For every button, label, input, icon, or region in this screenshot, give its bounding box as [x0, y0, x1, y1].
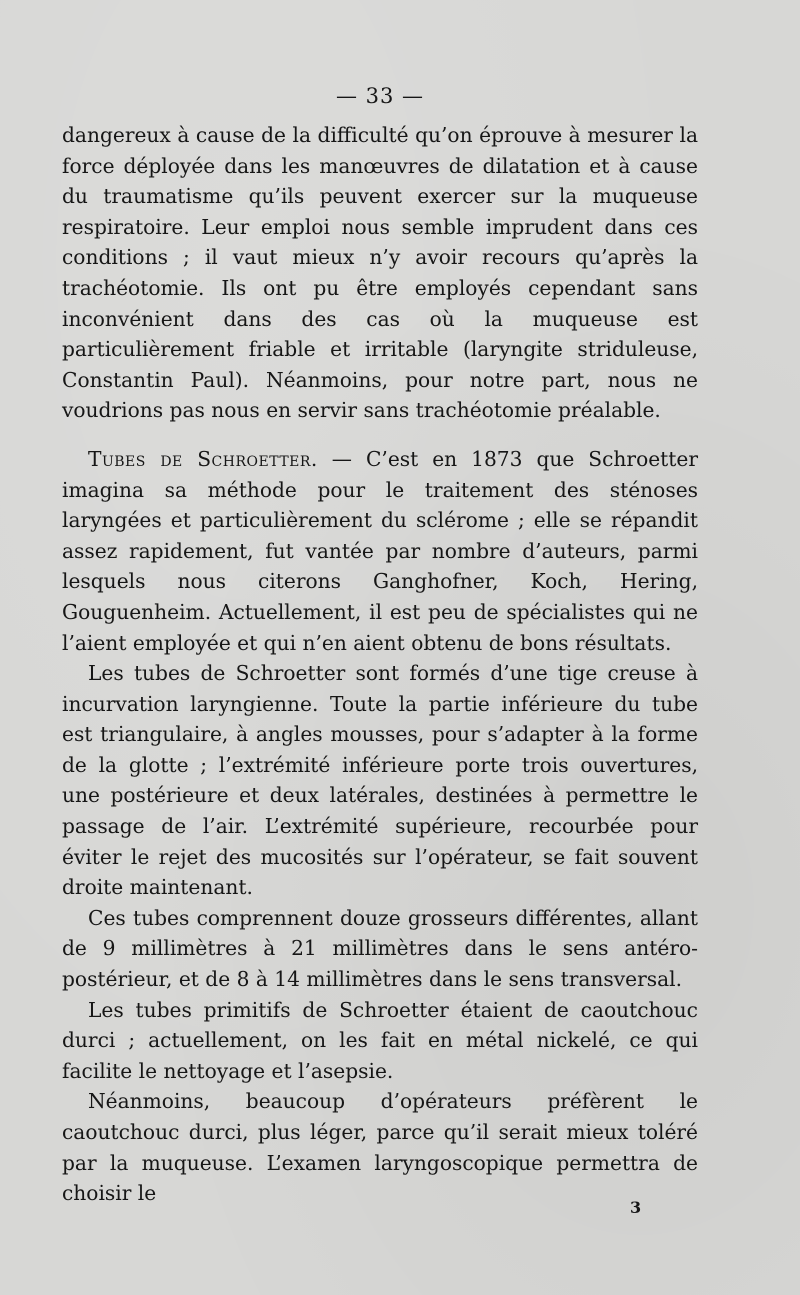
paragraph-preference: Néanmoins, beaucoup d’opérateurs préfèrent le caoutchouc durci, plus léger, parce qu’il serait mieux toléré par la muqueuse. L’examen laryngoscopique permettra de choisir le — [62, 1089, 698, 1206]
paragraph-text: — C’est en 1873 que Schroetter imagina sa méthode pour le traitement des sténoses laryngées et particulièrement du sclérome ; elle se répandit assez rapidement, fut vantée par nombre d’auteurs, parmi lesquels nous citerons Ganghofner, Koch, Hering, Gouguenheim. Actuellement, il est peu de spécialistes qui ne l’aient employée et qui n’en aient obtenu de bons résultats. — [62, 446, 698, 655]
page-number: — 33 — — [335, 84, 425, 108]
paragraph-tubes-de-schroetter — [62, 444, 698, 658]
signature-mark: 3 — [630, 1198, 642, 1217]
body-text — [62, 120, 698, 1209]
paragraph-tube-sizes: Ces tubes comprennent douze grosseurs différentes, allant de 9 millimètres à 21 millimètres dans le sens antéro-postérieur, et de 8 à 14 millimètres dans le sens transversal. — [62, 905, 698, 992]
section-heading: Tubes de Schroetter. — [88, 446, 318, 471]
paragraph-tube-materials: Les tubes primitifs de Schroetter étaient de caoutchouc durci ; actuellement, on les fait en métal nickelé, ce qui facilite le nettoyage et l’asepsie. — [62, 997, 698, 1083]
paragraph-tube-description: Les tubes de Schroetter sont formés d’une tige creuse à incurvation laryngienne. Toute la partie inférieure du tube est triangulaire, à angles mousses, pour s’adapter à la forme de la glotte ; l’extrémité inférieure porte trois ouvertures, une postérieure et deux latérales, destinées à permettre le passage de l’air. L’extrémité supérieure, recourbée pour éviter le rejet des mucosités sur l’opérateur, se fait souvent droite maintenant. — [62, 661, 698, 900]
paragraph-continuation: dangereux à cause de la difficulté qu’on éprouve à mesurer la force déployée dans les manœuvres de dilatation et à cause du traumatisme qu’ils peuvent exercer sur la muqueuse respiratoire. Leur emploi nous semble imprudent dans ces conditions ; il vaut mieux n’y avoir recours qu’après la trachéotomie. Ils ont pu être employés cependant sans inconvénient dans des cas où la muqueuse est particulièrement friable et irritable (laryngite striduleuse, Constantin Paul). Néanmoins, pour notre part, nous ne voudrions pas nous en servir sans trachéotomie préalable. — [62, 123, 698, 423]
